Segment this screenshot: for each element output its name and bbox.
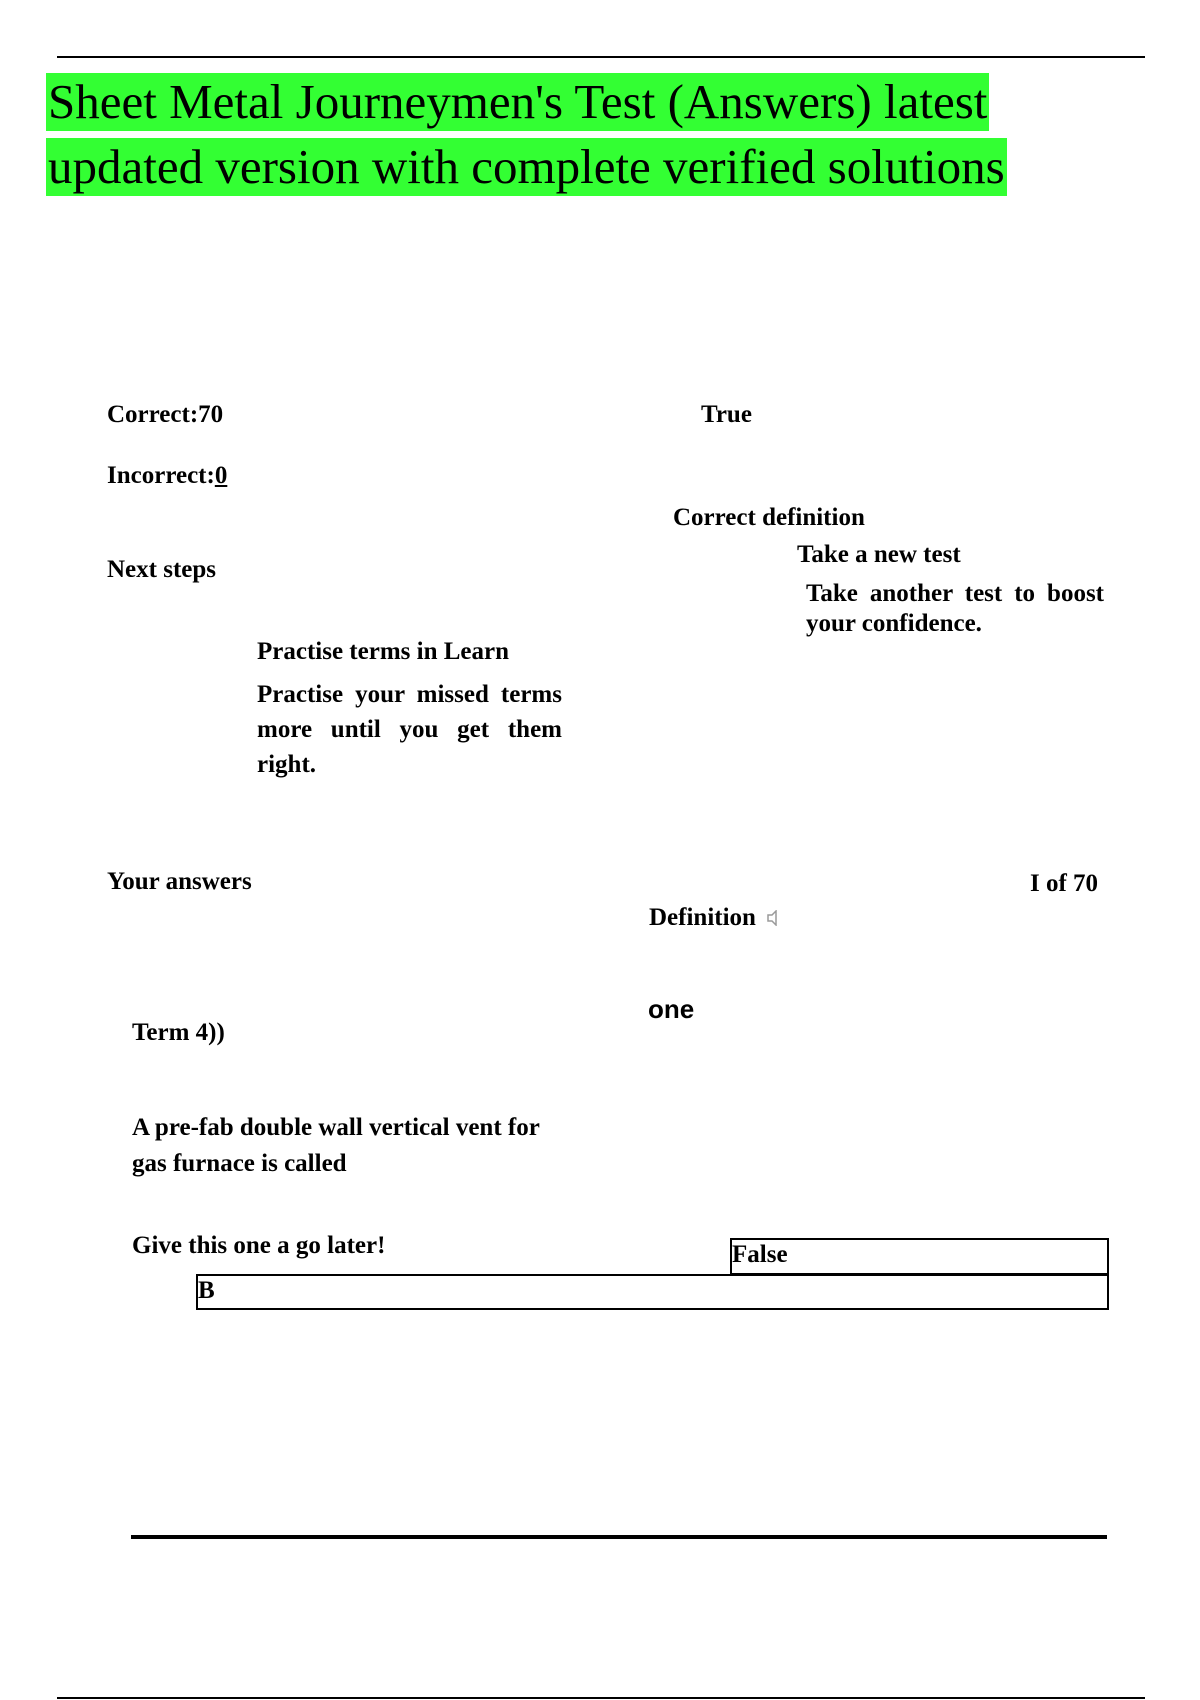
true-label: True bbox=[701, 401, 752, 428]
bottom-rule bbox=[57, 1697, 1145, 1699]
top-rule bbox=[57, 56, 1145, 58]
option-b-box[interactable] bbox=[196, 1274, 1109, 1310]
option-false-box[interactable] bbox=[730, 1238, 1109, 1275]
new-test-description: Take another test to boost your confidence. bbox=[806, 580, 1104, 637]
next-steps-heading: Next steps bbox=[107, 556, 217, 583]
title-text-2: updated version with complete verified solutions bbox=[48, 139, 1005, 194]
definition-label-row: Definition bbox=[649, 903, 780, 934]
question-counter: I of 70 bbox=[1030, 870, 1099, 897]
title-line-1 bbox=[46, 73, 989, 131]
section-rule bbox=[131, 1535, 1107, 1539]
definition-value: one bbox=[648, 994, 695, 1024]
correct-score: Correct:70 bbox=[107, 401, 224, 428]
your-answers-heading: Your answers bbox=[107, 868, 252, 895]
title-line-2 bbox=[46, 138, 1007, 196]
practise-link[interactable]: Practise terms in Learn bbox=[257, 638, 510, 665]
question-text: A pre-fab double wall vertical vent for gas furnace is called bbox=[132, 1114, 540, 1177]
title-text-1: Sheet Metal Journeymen's Test (Answers) latest bbox=[48, 74, 988, 129]
practise-description: Practise your missed terms more until you get them right. bbox=[257, 681, 562, 778]
speaker-icon[interactable] bbox=[766, 904, 780, 934]
option-b-label: B bbox=[198, 1277, 215, 1304]
correct-definition-label: Correct definition bbox=[673, 504, 865, 531]
new-test-link[interactable]: Take a new test bbox=[797, 541, 961, 568]
term-label: Term 4)) bbox=[132, 1019, 225, 1046]
incorrect-score: Incorrect:0 bbox=[107, 462, 228, 489]
option-false-label: False bbox=[732, 1241, 788, 1268]
hint-text: Give this one a go later! bbox=[132, 1232, 386, 1259]
